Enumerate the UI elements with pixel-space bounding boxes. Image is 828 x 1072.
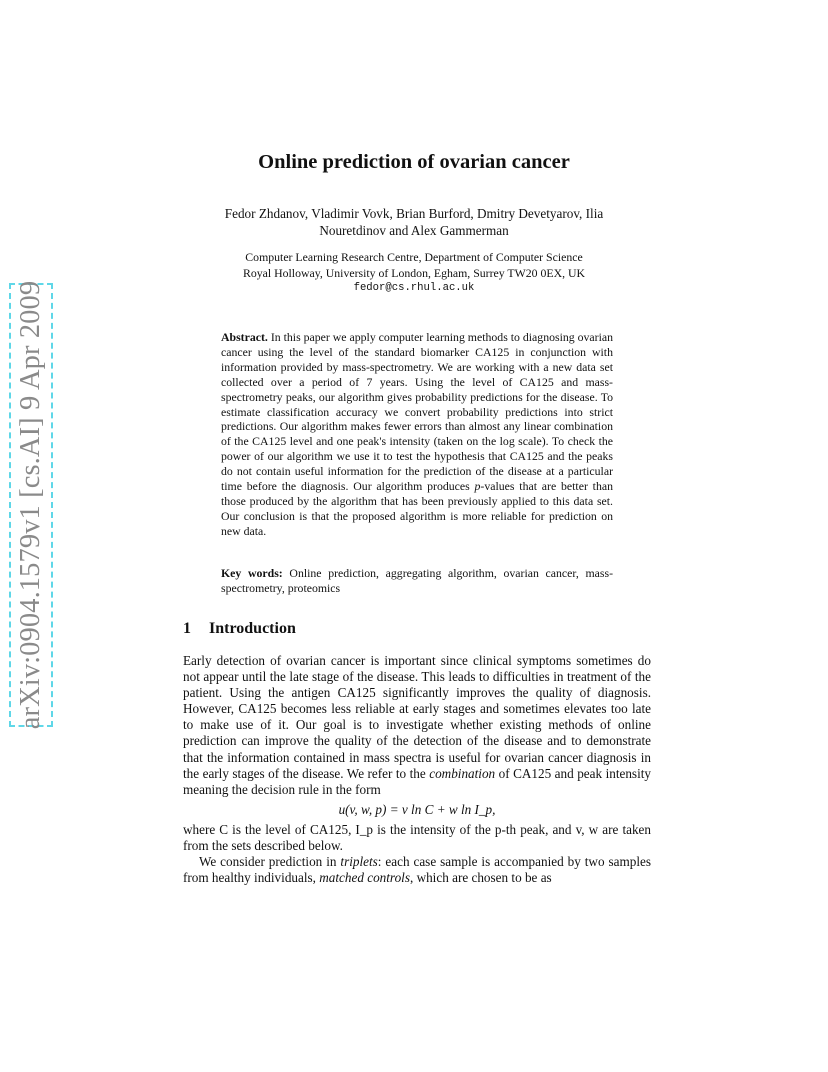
keywords-label: Key words: <box>221 566 283 580</box>
intro-text-3c: , which are chosen to be as <box>409 870 552 886</box>
abstract <box>221 330 613 539</box>
paper-title: Online prediction of ovarian cancer <box>258 151 570 173</box>
intro-emphasis-matched-controls: matched controls <box>319 870 410 886</box>
keywords <box>221 566 613 596</box>
authors <box>184 205 644 239</box>
abstract-p-symbol: p <box>474 479 481 494</box>
affiliation-line-1: Computer Learning Research Centre, Department of Computer Science <box>245 250 583 264</box>
abstract-label: Abstract. <box>221 330 268 344</box>
intro-paragraph-2: where C is the level of CA125, I_p is the intensity of the p-th peak, and v, w are taken from the sets described below. <box>183 821 651 854</box>
body-text <box>183 653 651 886</box>
section-title: Introduction <box>209 620 296 637</box>
authors-line-1: Fedor Zhdanov, Vladimir Vovk, Brian Burford, Dmitry Devetyarov, Ilia <box>224 206 604 221</box>
affiliation <box>184 250 644 297</box>
intro-text-3a: We consider prediction in <box>199 854 341 870</box>
intro-text-1a: Early detection of ovarian cancer is important since clinical symptoms sometimes do not appear until the late stage of the disease. This leads to difficulties in treatment of the patient. Using the antigen CA125 significantly improves the quality of diagnosis. However, CA125 becomes less reliable at early stages and sometimes elevates too late to make use of it. Our goal is to investigate whether existing methods of online prediction can improve the quality of the detection of the disease and to demonstrate that the information contained in mass spectra is useful for ovarian cancer diagnosis in the early stages of the disease. We refer to the <box>183 653 651 781</box>
abstract-text-part-1: In this paper we apply computer learning methods to diagnosing ovarian cancer using the level of the standard biomarker CA125 in conjunction with information provided by mass-spectrometry. We are working with a new data set collected over a period of 7 years. Using the level of CA125 and mass-spectrometry peaks, our algorithm gives probability predictions for the disease. To estimate classification accuracy we convert probability predictions into strict predictions. Our algorithm makes fewer errors than almost any linear combination of the CA125 level and one peak's intensity (taken on the log scale). To check the power of our algorithm we use it to test the hypothesis that CA125 and the peaks do not contain useful information for the prediction of the disease at a particular time before the diagnosis. Our algorithm produces <box>221 330 613 494</box>
intro-text-3b: : each case sample is accompanied by two samples from healthy individuals, <box>183 854 651 886</box>
author-email: fedor@cs.rhul.ac.uk <box>353 282 475 294</box>
arxiv-watermark-box <box>9 280 53 730</box>
intro-text-1b: of CA125 and peak intensity meaning the decision rule in the form <box>183 765 651 797</box>
abstract-text-part-2: -values that are better than those produced by the algorithm that has been previously applied to this data set. Our conclusion is that the proposed algorithm is more reliable for prediction on new data. <box>221 479 613 538</box>
intro-emphasis-combination: combination <box>429 765 496 781</box>
intro-paragraph-1 <box>183 653 651 798</box>
arxiv-watermark: arXiv:0904.1579v1 [cs.AI] 9 Apr 2009 <box>15 280 46 730</box>
intro-emphasis-triplets: triplets <box>340 854 378 870</box>
keywords-text: Online prediction, aggregating algorithm, ovarian cancer, mass-spectrometry, proteomics <box>221 566 614 595</box>
section-number: 1 <box>183 620 191 637</box>
intro-paragraph-3 <box>183 854 651 886</box>
authors-line-2: Nouretdinov and Alex Gammerman <box>319 223 509 238</box>
section-heading <box>183 620 296 638</box>
decision-rule-formula: u(v, w, p) = v ln C + w ln I_p, <box>338 801 496 817</box>
affiliation-line-2: Royal Holloway, University of London, Egham, Surrey TW20 0EX, UK <box>242 265 586 280</box>
